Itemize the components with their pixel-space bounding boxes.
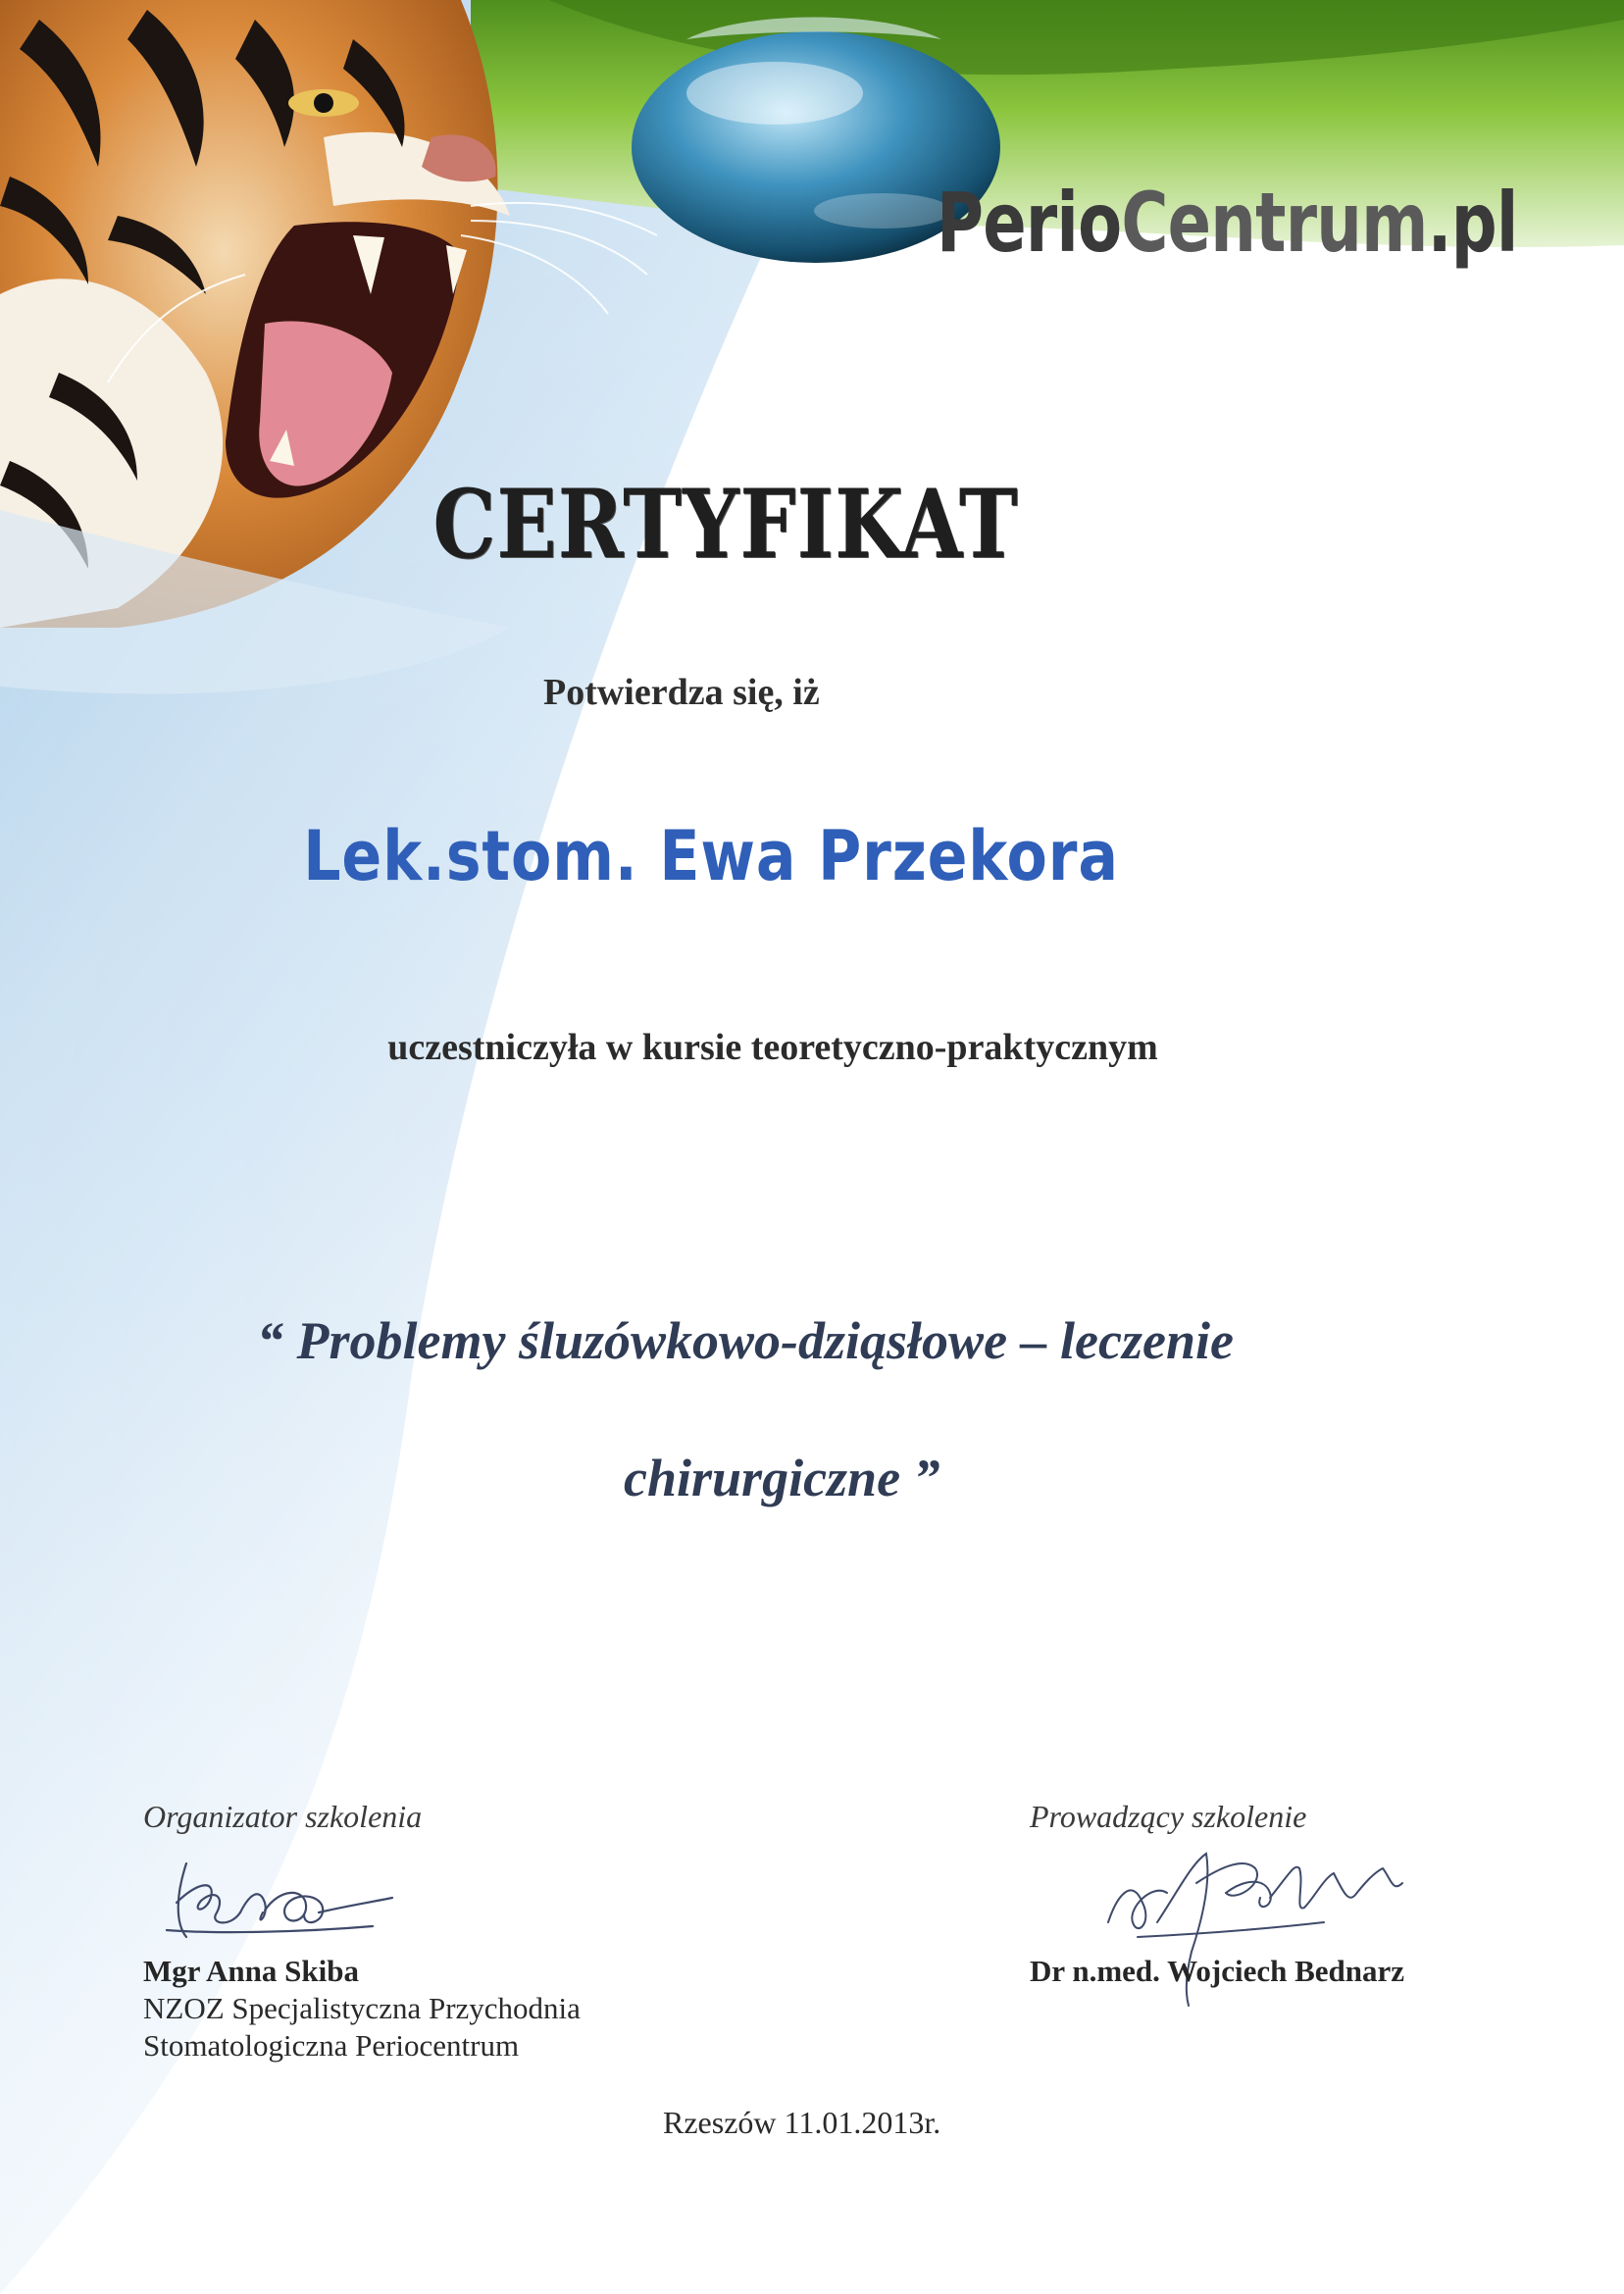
logo-part-domain: .pl	[1427, 175, 1518, 271]
organizer-institution-line2: Stomatologiczna Periocentrum	[143, 2028, 520, 2063]
certificate-title: CERTYFIKAT	[432, 469, 1019, 580]
recipient-name: Lek.stom. Ewa Przekora	[303, 816, 1119, 896]
course-title-line2: chirurgiczne ”	[624, 1449, 940, 1507]
organizer-name: Mgr Anna Skiba	[143, 1954, 359, 1988]
lecturer-name: Dr n.med. Wojciech Bednarz	[1030, 1954, 1405, 1988]
logo-part-perio: Perio	[937, 175, 1122, 271]
place-and-date: Rzeszów 11.01.2013r.	[663, 2105, 941, 2140]
periocentrum-logo	[937, 175, 1518, 271]
organizer-label: Organizator szkolenia	[143, 1799, 423, 1834]
course-title-line1: “ Problemy śluzówkowo-dziąsłowe – leczenie	[257, 1311, 1234, 1370]
lecturer-label: Prowadzący szkolenie	[1030, 1799, 1307, 1834]
participation-text-label: uczestniczyła w kursie teoretyczno-praktycznym	[387, 1027, 1158, 1068]
organizer-signature	[157, 1844, 412, 1952]
logo-part-centrum: Centrum	[1121, 175, 1428, 271]
participation-text	[0, 1026, 1624, 1069]
organizer-institution-line1: NZOZ Specjalistyczna Przychodnia	[143, 1991, 581, 2025]
confirm-text: Potwierdza się, iż	[543, 672, 820, 713]
